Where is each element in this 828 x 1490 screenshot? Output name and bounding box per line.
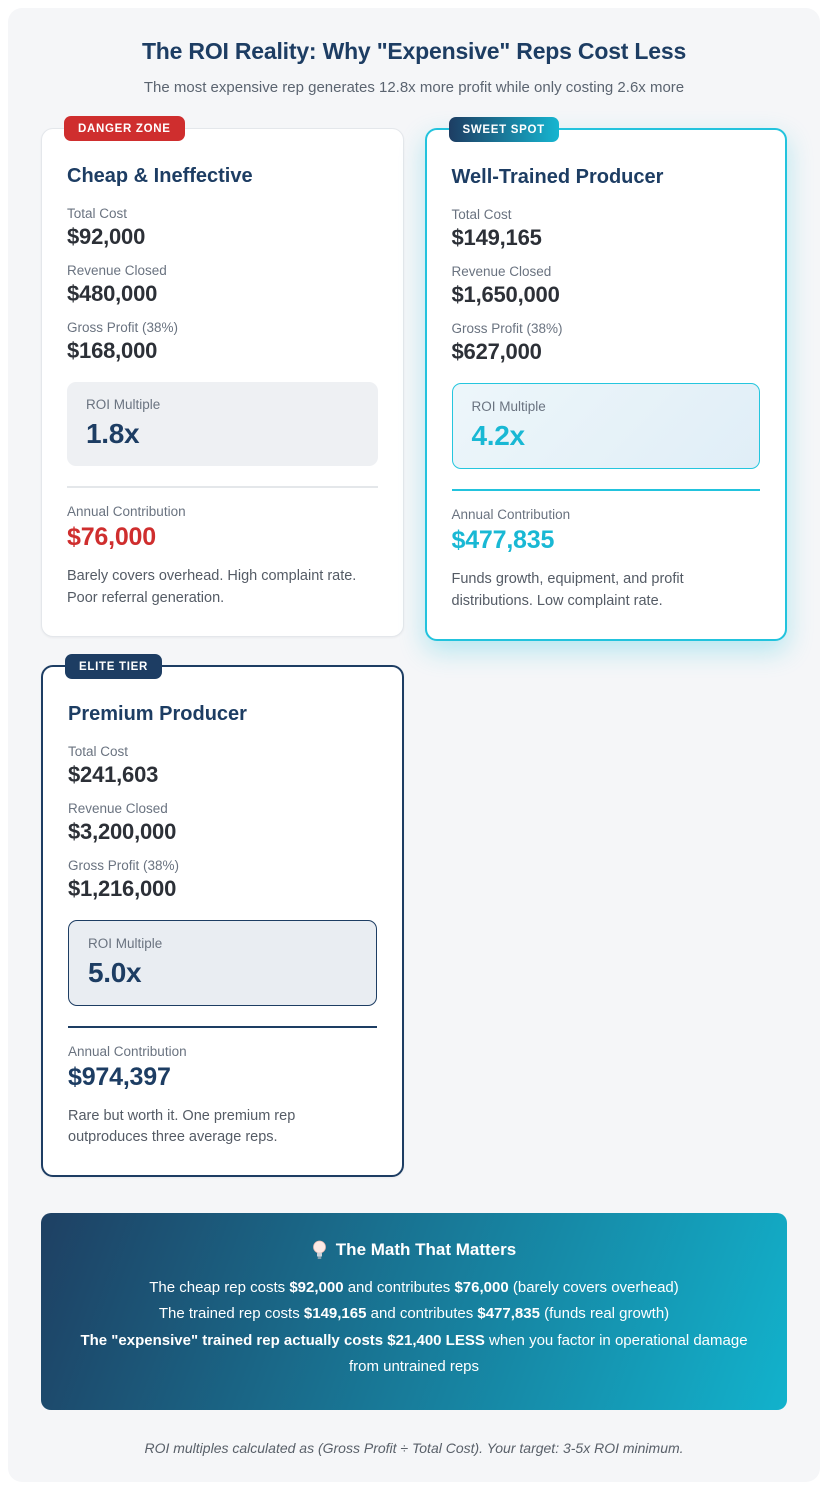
banner-text: and contributes (343, 1279, 455, 1296)
tier-badge: SWEET SPOT (449, 117, 559, 142)
page-title: The ROI Reality: Why "Expensive" Reps Cost Less (141, 38, 687, 64)
stat-item (67, 206, 378, 250)
contribution-label: Annual Contribution (68, 1043, 187, 1059)
roi-multiple-box (452, 383, 761, 469)
banner-highlight: $149,165 (303, 1305, 367, 1323)
banner-title (75, 1240, 753, 1260)
stat-item (452, 264, 761, 308)
stat-item (67, 263, 378, 307)
header (8, 8, 820, 96)
math-banner (41, 1213, 787, 1410)
stat-label: Gross Profit (38%) (451, 321, 563, 336)
banner-text: (funds real growth) (539, 1305, 670, 1323)
divider (68, 1026, 377, 1028)
stat-label: Total Cost (451, 207, 512, 222)
stat-label: Revenue Closed (451, 264, 552, 279)
stat-value: $168,000 (67, 338, 158, 363)
stat-label: Revenue Closed (68, 800, 168, 816)
banner-line (75, 1301, 753, 1327)
banner-text: when you factor in operational damage from untrained reps (348, 1331, 748, 1375)
banner-highlight: The "expensive" trained rep actually costs $21,400 LESS (80, 1331, 485, 1349)
banner-highlight: $477,835 (477, 1305, 540, 1323)
banner-title-text: The Math That Matters (335, 1240, 517, 1259)
stat-value: $1,650,000 (451, 282, 560, 307)
footer-note: ROI multiples calculated as (Gross Profit ÷ Total Cost). Your target: 3-5x ROI minimum. (144, 1440, 684, 1456)
contribution-label: Annual Contribution (67, 504, 186, 519)
infographic-panel (8, 8, 820, 1482)
banner-highlight: $76,000 (454, 1279, 509, 1296)
tier-badge: DANGER ZONE (64, 116, 185, 141)
stat-item (68, 744, 377, 788)
stat-value: $3,200,000 (68, 818, 177, 844)
stat-value: $92,000 (67, 224, 146, 249)
stat-item (68, 858, 377, 902)
stat-label: Gross Profit (38%) (68, 857, 180, 873)
stat-item (452, 207, 761, 251)
banner-line (75, 1275, 753, 1301)
roi-multiple-box (68, 920, 377, 1006)
stat-value: $241,603 (68, 761, 159, 787)
roi-value: 5.0x (88, 956, 142, 988)
annual-contribution (452, 507, 761, 555)
banner-text: and contributes (366, 1305, 478, 1323)
banner-text: (barely covers overhead) (508, 1279, 679, 1296)
stats-list (452, 207, 761, 365)
card-description: Barely covers overhead. High complaint rate. Poor referral generation. (67, 568, 357, 606)
stat-value: $480,000 (67, 281, 158, 306)
stat-item (68, 801, 377, 845)
tier-badge: ELITE TIER (65, 654, 162, 679)
annual-contribution (67, 504, 378, 552)
contribution-value: $477,835 (451, 526, 555, 554)
stat-label: Total Cost (67, 206, 128, 221)
stat-item (452, 321, 761, 365)
roi-value: 1.8x (86, 418, 140, 449)
rep-card-sweet (425, 124, 788, 641)
stat-value: $627,000 (451, 339, 542, 364)
banner-highlight: $92,000 (289, 1279, 344, 1296)
page-subtitle: The most expensive rep generates 12.8x more profit while only costing 2.6x more (143, 79, 685, 96)
stat-label: Revenue Closed (67, 263, 167, 278)
banner-text: The trained rep costs (158, 1305, 304, 1323)
stat-item (67, 320, 378, 364)
card-description: Funds growth, equipment, and profit distributions. Low complaint rate. (451, 571, 684, 609)
stats-list (67, 206, 378, 364)
rep-card-danger (41, 123, 404, 637)
divider (452, 489, 761, 491)
banner-text: The cheap rep costs (149, 1279, 290, 1296)
stat-value: $149,165 (451, 225, 542, 250)
cards-grid (41, 123, 787, 1177)
contribution-value: $76,000 (67, 523, 156, 551)
annual-contribution (68, 1044, 377, 1092)
stat-value: $1,216,000 (68, 875, 177, 901)
stat-label: Gross Profit (38%) (67, 320, 179, 335)
banner-line (75, 1328, 753, 1381)
rep-card-elite (41, 660, 404, 1178)
card-title: Premium Producer (68, 702, 247, 725)
roi-label: ROI Multiple (471, 399, 546, 414)
contribution-value: $974,397 (68, 1062, 171, 1091)
card-title: Well-Trained Producer (451, 166, 664, 188)
lightbulb-icon (312, 1240, 327, 1260)
stats-list (68, 744, 377, 902)
divider (67, 486, 378, 488)
roi-label: ROI Multiple (88, 935, 163, 951)
stat-label: Total Cost (68, 743, 129, 759)
roi-multiple-box (67, 382, 378, 466)
card-description: Rare but worth it. One premium rep outproduces three average reps. (68, 1107, 296, 1146)
banner-lines (75, 1275, 753, 1380)
roi-label: ROI Multiple (86, 397, 161, 412)
roi-value: 4.2x (471, 420, 525, 451)
card-title: Cheap & Ineffective (67, 165, 253, 187)
contribution-label: Annual Contribution (451, 507, 571, 522)
